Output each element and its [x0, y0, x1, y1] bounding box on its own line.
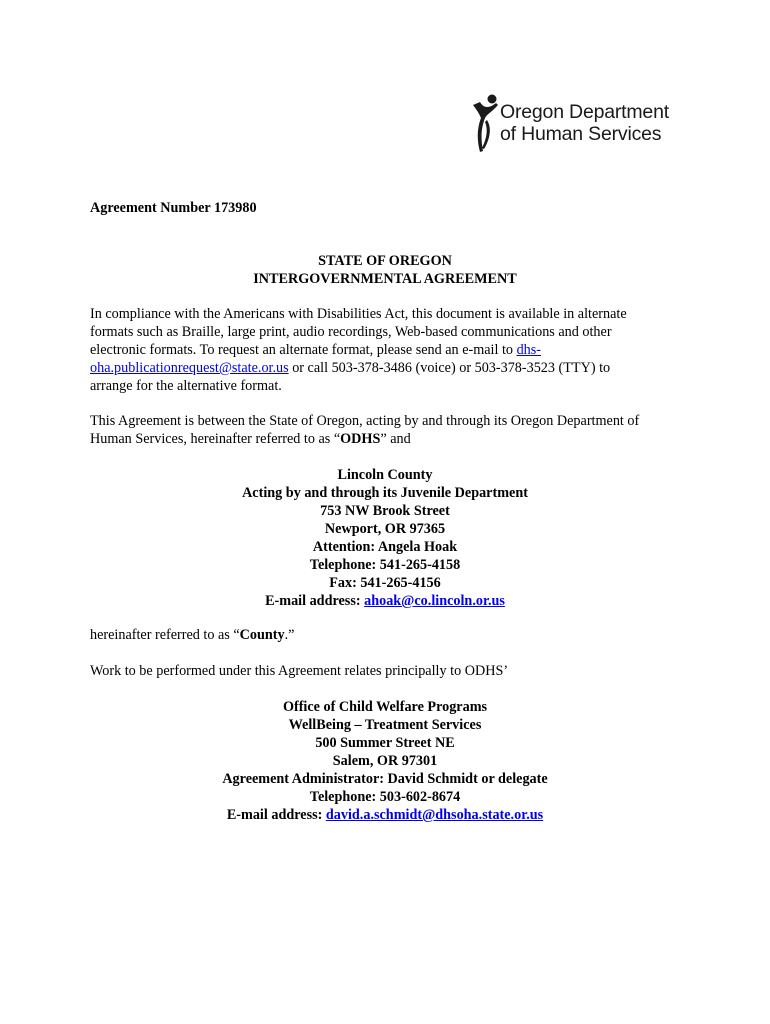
parties-line-1: This Agreement is between the State of Oregon, acting by and through its Oregon Department of [90, 413, 640, 429]
ada-line-4 [90, 359, 680, 377]
parties-line-2-end: ” and [380, 431, 411, 447]
office-email-line [90, 806, 680, 824]
parties-line-2 [90, 430, 680, 448]
odhs-abbrev: ODHS [340, 431, 381, 447]
publication-request-email-link[interactable]: dhs- [516, 342, 541, 358]
office-name: Office of Child Welfare Programs [282, 699, 488, 715]
ada-paragraph [90, 305, 680, 395]
office-telephone: Telephone: 503-602-8674 [309, 789, 461, 805]
publication-request-email-link-cont[interactable]: oha.publicationrequest@state.or.us [90, 360, 289, 376]
county-contact-block [90, 466, 680, 610]
heading-line-1: STATE OF OREGON [318, 253, 452, 269]
parties-paragraph [90, 412, 680, 448]
office-administrator: Agreement Administrator: David Schmidt or delegate [222, 771, 548, 787]
ada-line-4-text: or call 503-378-3486 (voice) or 503-378-3523 (TTY) to [288, 360, 611, 376]
ada-line-1: In compliance with the Americans with Disabilities Act, this document is available in alternate [90, 306, 627, 322]
parties-line-2-text: Human Services, hereinafter referred to as “ [90, 431, 341, 447]
county-attention: Attention: Angela Hoak [312, 539, 458, 555]
ada-line-3-text: electronic formats. To request an alternate format, please send an e-mail to [90, 342, 517, 358]
odhs-figure-icon [470, 93, 504, 159]
county-email-label: E-mail address: [265, 593, 365, 609]
county-email-line [90, 592, 680, 610]
county-term: County [239, 627, 285, 643]
county-city: Newport, OR 97365 [324, 521, 446, 537]
county-name: Lincoln County [337, 467, 433, 483]
county-acting: Acting by and through its Juvenile Department [242, 485, 528, 501]
county-street: 753 NW Brook Street [320, 503, 450, 519]
county-ref-text: hereinafter referred to as “ [90, 627, 240, 643]
document-heading [90, 252, 680, 288]
office-email-link[interactable]: david.a.schmidt@dhsoha.state.or.us [325, 807, 544, 823]
office-city: Salem, OR 97301 [332, 753, 438, 769]
county-email-link[interactable]: ahoak@co.lincoln.or.us [364, 593, 505, 609]
agreement-number: Agreement Number 173980 [90, 200, 257, 216]
odhs-logo [470, 93, 690, 159]
ada-line-2: formats such as Braille, large print, audio recordings, Web-based communications and other [90, 324, 612, 340]
office-street: 500 Summer Street NE [315, 735, 455, 751]
county-reference [90, 626, 680, 644]
ada-line-3 [90, 341, 680, 359]
office-email-label: E-mail address: [226, 807, 326, 823]
county-ref-end: .” [284, 627, 295, 643]
county-telephone: Telephone: 541-265-4158 [309, 557, 461, 573]
office-program: WellBeing – Treatment Services [288, 717, 482, 733]
ada-line-5: arrange for the alternative format. [90, 378, 282, 394]
logo-line-2: of Human Services [500, 123, 662, 145]
work-statement: Work to be performed under this Agreement relates principally to ODHS’ [90, 663, 509, 679]
heading-line-2: INTERGOVERNMENTAL AGREEMENT [253, 271, 517, 287]
office-contact-block [90, 698, 680, 824]
logo-line-1: Oregon Department [500, 101, 669, 123]
county-fax: Fax: 541-265-4156 [329, 575, 441, 591]
